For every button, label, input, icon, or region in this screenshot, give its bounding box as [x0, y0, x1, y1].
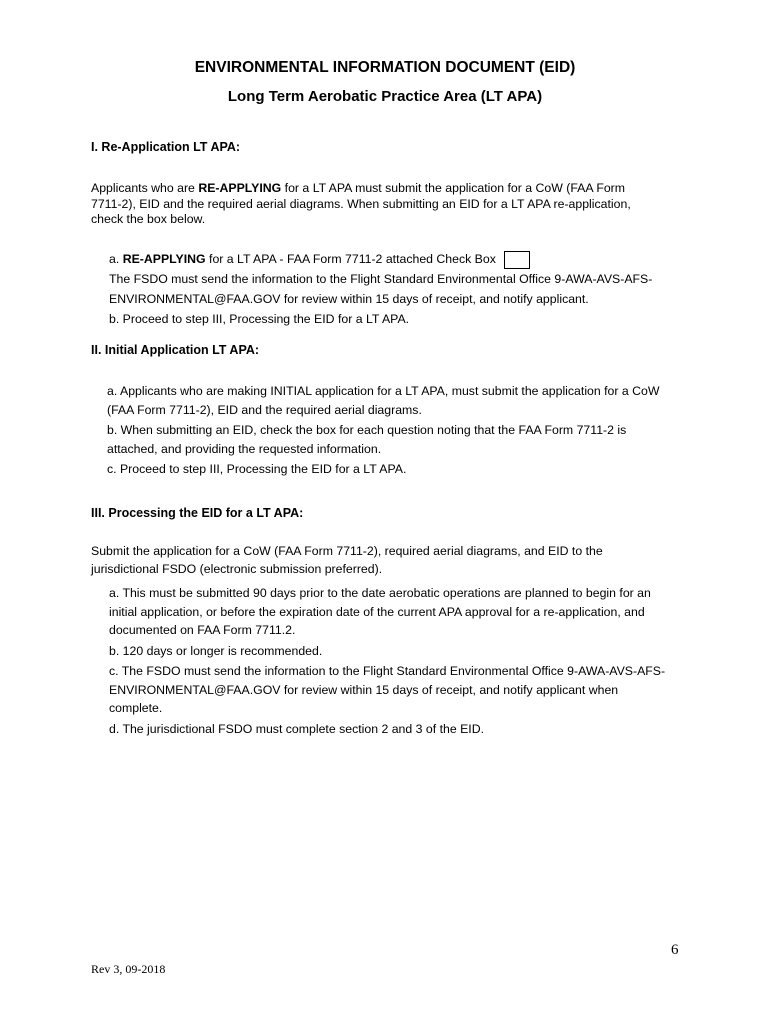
section-1-heading: I. Re-Application LT APA: [91, 140, 241, 154]
section-3-item-a-line-2: initial application, or before the expiration date of the current APA approval for a re-application, and [109, 604, 645, 619]
section-2-heading: II. Initial Application LT APA: [91, 343, 260, 357]
section-2-item-b: b. When submitting an EID, check the box for each question noting that the FAA Form 7711-2 is attached, and providing the requested information. [107, 423, 627, 456]
section-1-item-a: a. RE-APPLYING for a LT APA - FAA Form 7711-2 attached Check Box [109, 251, 530, 269]
section-3-item-c-line-3: complete. [109, 701, 163, 715]
section-1-intro [91, 181, 631, 228]
section-3-item-b: b. 120 days or longer is recommended. [109, 643, 323, 658]
section-3-items [109, 584, 665, 738]
section-1-note-line-1: The FSDO must send the information to the Flight Standard Environmental Office 9-AWA-AVS-AFS- [109, 272, 653, 286]
section-2-item-a: a. Applicants who are making INITIAL application for a LT APA, must submit the application for a CoW (FAA Form 7711-2), EID and the required aerial diagrams. [107, 384, 660, 417]
document-subtitle: Long Term Aerobatic Practice Area (LT APA) [227, 88, 543, 105]
section-2-item-c: c. Proceed to step III, Processing the EID for a LT APA. [107, 462, 407, 476]
reapplying-checkbox[interactable] [504, 251, 530, 269]
document-title: ENVIRONMENTAL INFORMATION DOCUMENT (EID) [194, 59, 576, 76]
section-3-item-c-line-2: ENVIRONMENTAL@FAA.GOV for review within 15 days of receipt, and notify applicant when [109, 682, 619, 697]
section-1-item-a-note [109, 269, 652, 329]
section-1-intro-line-3: check the box below. [91, 212, 206, 226]
section-3-item-a-line-1: a. This must be submitted 90 days prior to the date aerobatic operations are planned to begin for an [109, 586, 651, 600]
section-3-item-c-line-1: c. The FSDO must send the information to the Flight Standard Environmental Office 9-AWA-AVS-AFS- [109, 664, 666, 678]
section-1-intro-line-1: Applicants who are RE-APPLYING for a LT APA must submit the application for a CoW (FAA Form [91, 181, 626, 195]
section-3-heading: III. Processing the EID for a LT APA: [91, 506, 304, 520]
revision-footer: Rev 3, 09-2018 [91, 962, 166, 976]
section-3-intro: Submit the application for a CoW (FAA Form 7711-2), required aerial diagrams, and EID to the jurisdictional FSDO (electronic submission preferred). [91, 544, 603, 576]
page-number: 6 [671, 942, 679, 958]
section-1-item-b: b. Proceed to step III, Processing the EID for a LT APA. [109, 312, 410, 326]
section-3-item-a-line-3: documented on FAA Form 7711.2. [109, 623, 296, 637]
section-1-note-line-2: ENVIRONMENTAL@FAA.GOV for review within 15 days of receipt, and notify applicant. [109, 292, 589, 306]
section-1-intro-line-2: 7711-2), EID and the required aerial diagrams. When submitting an EID for a LT APA re-application, [91, 196, 631, 211]
section-3-item-d: d. The jurisdictional FSDO must complete section 2 and 3 of the EID. [109, 721, 485, 736]
